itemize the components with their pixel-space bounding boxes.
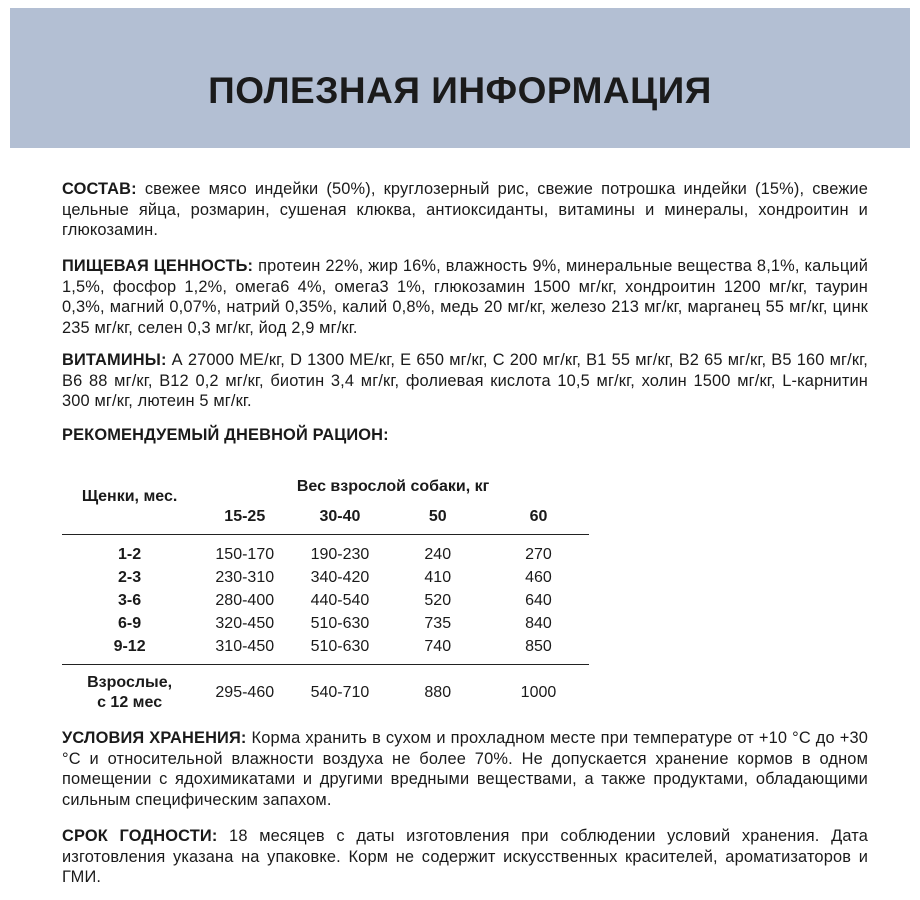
storage-label: УСЛОВИЯ ХРАНЕНИЯ: xyxy=(62,729,247,747)
value-cell: 240 xyxy=(424,546,452,563)
age-header: Щенки, мес. xyxy=(81,488,178,505)
value-cell: 280-400 xyxy=(215,592,275,609)
value-cell: 850 xyxy=(525,638,552,655)
shelf-life-text: 18 месяцев с даты изготовления при соблюдении условий хранения. Дата изготовления указана на упаковке. Корм не содержит искусственных красителей, ароматизаторов и ГМИ. xyxy=(62,827,868,886)
vitamins-section xyxy=(62,350,868,412)
ration-table xyxy=(62,460,589,721)
value-cell: 320-450 xyxy=(215,615,275,632)
value-cell: 410 xyxy=(424,569,452,586)
ration-title: РЕКОМЕНДУЕМЫЙ ДНЕВНОЙ РАЦИОН: xyxy=(62,426,389,444)
adult-age-cell xyxy=(62,665,197,722)
shelf-life-label: СРОК ГОДНОСТИ: xyxy=(62,827,218,845)
vitamins-label: ВИТАМИНЫ: xyxy=(62,351,167,369)
value-cell: 520 xyxy=(424,592,452,609)
composition-section xyxy=(62,179,868,241)
storage-text: Корма хранить в сухом и прохладном месте при температуре от +10 °С до +30 °С и относительной влажности воздуха не более 70%. Не допускается хранение кормов в одном помещении с ядохимикатами и другими вредными веществами, а также продуктами, обладающими сильным специфическим запахом. xyxy=(62,729,868,809)
weight-header: Вес взрослой собаки, кг xyxy=(296,478,490,495)
composition-label: СОСТАВ: xyxy=(62,180,137,198)
value-cell: 440-540 xyxy=(310,592,370,609)
table-row xyxy=(62,535,589,567)
weight-col-header: 50 xyxy=(428,508,447,525)
value-cell: 735 xyxy=(424,615,452,632)
age-cell: 3-6 xyxy=(118,592,142,609)
storage-section xyxy=(62,728,868,810)
value-cell: 270 xyxy=(525,546,552,563)
nutrition-section xyxy=(62,256,868,338)
age-cell: 2-3 xyxy=(118,569,142,586)
table-row xyxy=(62,635,589,665)
table-row xyxy=(62,589,589,612)
value-cell: 840 xyxy=(525,615,552,632)
page-title: ПОЛЕЗНАЯ ИНФОРМАЦИЯ xyxy=(208,70,712,111)
value-cell: 880 xyxy=(424,684,452,701)
composition-text: свежее мясо индейки (50%), круглозерный рис, свежие потрошка индейки (15%), свежие цельные яйца, розмарин, сушеная клюква, антиоксиданты, витамины и минералы, хондроитин и глюкозамин. xyxy=(62,180,868,239)
table-row xyxy=(62,612,589,635)
shelf-life-section xyxy=(62,826,868,888)
age-cell: 9-12 xyxy=(113,638,146,655)
nutrition-label: ПИЩЕВАЯ ЦЕННОСТЬ: xyxy=(62,257,254,275)
table-row xyxy=(62,566,589,589)
value-cell: 190-230 xyxy=(310,546,370,563)
value-cell: 460 xyxy=(525,569,552,586)
value-cell: 230-310 xyxy=(215,569,275,586)
weight-col-header: 60 xyxy=(529,508,548,525)
table-row-adult xyxy=(62,665,589,722)
value-cell: 740 xyxy=(424,638,452,655)
age-cell: 1-2 xyxy=(118,546,142,563)
value-cell: 640 xyxy=(525,592,552,609)
value-cell: 510-630 xyxy=(310,615,370,632)
value-cell: 295-460 xyxy=(215,684,275,701)
adult-age-line2: с 12 мес xyxy=(97,694,163,711)
nutrition-text: протеин 22%, жир 16%, влажность 9%, минеральные вещества 8,1%, кальций 1,5%, фосфор 1,2%, омега6 4%, омега3 1%, глюкозамин 1500 мг/кг, хондроитин 1200 мг/кг, таурин 0,3%, магний 0,07%, натрий 0,35%, калий 0,8%, медь 20 мг/кг, железо 213 мг/кг, марганец 55 мг/кг, цинк 235 мг/кг, селен 0,3 мг/кг, йод 2,9 мг/кг. xyxy=(62,257,868,337)
weight-col-header: 15-25 xyxy=(224,508,266,525)
value-cell: 310-450 xyxy=(215,638,275,655)
value-cell: 340-420 xyxy=(310,569,370,586)
age-cell: 6-9 xyxy=(118,615,142,632)
vitamins-text: А 27000 МЕ/кг, D 1300 МЕ/кг, E 650 мг/кг, C 200 мг/кг, B1 55 мг/кг, B2 65 мг/кг, B5 160 мг/кг, B6 88 мг/кг, B12 0,2 мг/кг, биотин 3,4 мг/кг, фолиевая кислота 10,5 мг/кг, холин 1500 мг/кг, L-карнитин 300 мг/кг, лютеин 5 мг/кг. xyxy=(62,351,868,410)
value-cell: 150-170 xyxy=(215,546,275,563)
value-cell: 510-630 xyxy=(310,638,370,655)
value-cell: 540-710 xyxy=(310,684,370,701)
weight-col-header: 30-40 xyxy=(319,508,361,525)
adult-age-line1: Взрослые, xyxy=(87,674,173,691)
value-cell: 1000 xyxy=(520,684,557,701)
